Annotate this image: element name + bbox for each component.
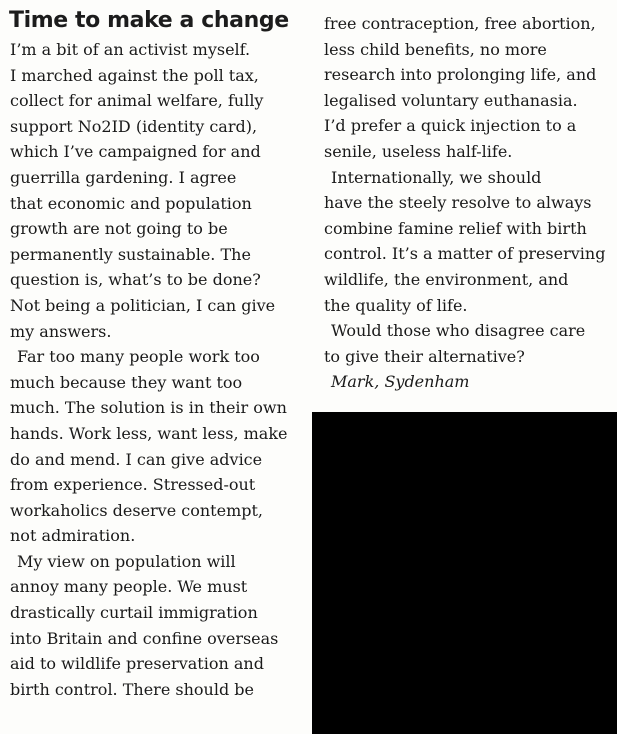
text-line: support No2ID (identity card), bbox=[10, 116, 258, 136]
text-line: aid to wildlife preservation and bbox=[10, 654, 264, 674]
right-column-lines bbox=[324, 11, 614, 369]
text-line: not admiration. bbox=[10, 526, 136, 546]
text-line: wildlife, the environment, and bbox=[324, 269, 569, 289]
article-headline: Time to make a change bbox=[9, 8, 289, 33]
text-line: permanently sustainable. The bbox=[10, 244, 251, 264]
text-line: the quality of life. bbox=[324, 295, 468, 315]
right-column bbox=[324, 11, 614, 395]
text-line: My view on population will bbox=[17, 551, 236, 571]
text-line: to give their alternative? bbox=[324, 346, 525, 366]
letter-signature: Mark, Sydenham bbox=[331, 372, 470, 392]
text-line: control. It’s a matter of preserving bbox=[324, 244, 606, 264]
left-column bbox=[10, 37, 310, 702]
text-line: guerrilla gardening. I agree bbox=[10, 167, 237, 187]
text-line: growth are not going to be bbox=[10, 219, 228, 239]
text-line: hands. Work less, want less, make bbox=[10, 423, 288, 443]
text-line: into Britain and confine overseas bbox=[10, 628, 279, 648]
text-line: birth control. There should be bbox=[10, 679, 254, 699]
text-line: which I’ve campaigned for and bbox=[10, 142, 261, 162]
text-line: drastically curtail immigration bbox=[10, 603, 258, 623]
text-line: workaholics deserve contempt, bbox=[10, 500, 263, 520]
text-line: that economic and population bbox=[10, 193, 252, 213]
text-line: I’m a bit of an activist myself. bbox=[10, 40, 251, 59]
text-line: I marched against the poll tax, bbox=[10, 65, 259, 85]
text-line: Not being a politician, I can give bbox=[10, 295, 276, 315]
text-line: free contraception, free abortion, bbox=[324, 14, 596, 33]
text-line: combine famine relief with birth bbox=[324, 218, 587, 238]
text-line: less child benefits, no more bbox=[324, 39, 547, 59]
text-line: question is, what’s to be done? bbox=[10, 270, 261, 290]
text-line: research into prolonging life, and bbox=[324, 65, 597, 85]
text-line: Would those who disagree care bbox=[331, 321, 586, 341]
text-line: have the steely resolve to always bbox=[324, 193, 592, 213]
text-line: from experience. Stressed-out bbox=[10, 475, 256, 495]
text-line: I’d prefer a quick injection to a bbox=[324, 116, 577, 136]
text-line: Internationally, we should bbox=[331, 167, 542, 187]
text-line: much because they want too bbox=[10, 372, 243, 392]
black-redaction-block bbox=[312, 412, 617, 734]
text-line: much. The solution is in their own bbox=[10, 398, 287, 418]
text-line: my answers. bbox=[10, 321, 112, 341]
text-line: senile, useless half-life. bbox=[324, 141, 513, 161]
text-line: do and mend. I can give advice bbox=[10, 449, 263, 469]
text-line: legalised voluntary euthanasia. bbox=[324, 90, 578, 110]
text-line: collect for animal welfare, fully bbox=[10, 91, 264, 111]
text-line: Far too many people work too bbox=[17, 347, 260, 367]
text-line: annoy many people. We must bbox=[10, 577, 248, 597]
